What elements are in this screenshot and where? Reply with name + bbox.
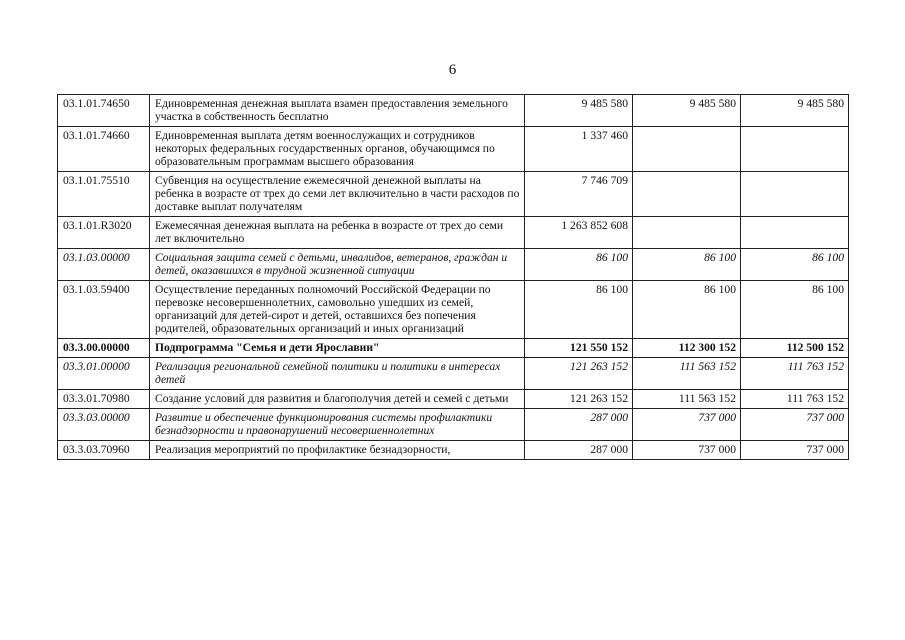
value-year2-cell [633, 217, 741, 249]
name-cell: Ежемесячная денежная выплата на ребенка в возрасте от трех до семи лет включительно [150, 217, 525, 249]
value-year1-cell: 1 337 460 [525, 127, 633, 172]
value-year3-cell: 86 100 [741, 281, 849, 339]
code-cell: 03.1.03.00000 [58, 249, 150, 281]
budget-table-body [58, 95, 849, 460]
value-year2-cell: 737 000 [633, 441, 741, 460]
table-row [58, 281, 849, 339]
page-number: 6 [448, 62, 457, 78]
value-year1-cell: 86 100 [525, 281, 633, 339]
code-cell: 03.3.03.00000 [58, 409, 150, 441]
value-year1-cell: 9 485 580 [525, 95, 633, 127]
name-cell: Развитие и обеспечение функционирования системы профилактики безнадзорности и правонарушений несовершеннолетних [150, 409, 525, 441]
code-cell: 03.1.01.R3020 [58, 217, 150, 249]
value-year3-cell: 737 000 [741, 409, 849, 441]
value-year2-cell: 86 100 [633, 281, 741, 339]
value-year3-cell [741, 172, 849, 217]
value-year3-cell: 111 763 152 [741, 358, 849, 390]
value-year1-cell: 7 746 709 [525, 172, 633, 217]
value-year3-cell: 111 763 152 [741, 390, 849, 409]
code-cell: 03.3.01.70980 [58, 390, 150, 409]
name-cell: Субвенция на осуществление ежемесячной денежной выплаты на ребенка в возрасте от трех до семи лет включительно в части расходов по доставке выплат получателям [150, 172, 525, 217]
code-cell: 03.3.03.70960 [58, 441, 150, 460]
table-row [58, 390, 849, 409]
code-cell: 03.1.01.74660 [58, 127, 150, 172]
name-cell: Социальная защита семей с детьми, инвалидов, ветеранов, граждан и детей, оказавшихся в трудной жизненной ситуации [150, 249, 525, 281]
value-year2-cell: 86 100 [633, 249, 741, 281]
value-year1-cell: 1 263 852 608 [525, 217, 633, 249]
value-year1-cell: 287 000 [525, 441, 633, 460]
value-year1-cell: 86 100 [525, 249, 633, 281]
value-year2-cell: 111 563 152 [633, 390, 741, 409]
name-cell: Реализация региональной семейной политики и политики в интересах детей [150, 358, 525, 390]
budget-table [57, 94, 849, 460]
code-cell: 03.1.03.59400 [58, 281, 150, 339]
value-year2-cell [633, 127, 741, 172]
table-row [58, 249, 849, 281]
table-row [58, 127, 849, 172]
table-row [58, 441, 849, 460]
value-year2-cell: 737 000 [633, 409, 741, 441]
value-year2-cell: 111 563 152 [633, 358, 741, 390]
name-cell: Осуществление переданных полномочий Российской Федерации по перевозке несовершеннолетних, самовольно ушедших из семей, организаций для детей-сирот и детей, оставшихся без попечения родителей, образовательных организаций и иных организаций [150, 281, 525, 339]
value-year3-cell [741, 127, 849, 172]
value-year3-cell: 112 500 152 [741, 339, 849, 358]
name-cell: Создание условий для развития и благополучия детей и семей с детьми [150, 390, 525, 409]
table-row [58, 95, 849, 127]
value-year1-cell: 287 000 [525, 409, 633, 441]
name-cell: Единовременная денежная выплата взамен предоставления земельного участка в собственность бесплатно [150, 95, 525, 127]
value-year3-cell [741, 217, 849, 249]
value-year3-cell: 9 485 580 [741, 95, 849, 127]
code-cell: 03.1.01.75510 [58, 172, 150, 217]
table-row [58, 339, 849, 358]
table-row [58, 358, 849, 390]
value-year3-cell: 737 000 [741, 441, 849, 460]
value-year1-cell: 121 263 152 [525, 358, 633, 390]
table-row [58, 409, 849, 441]
name-cell: Реализация мероприятий по профилактике безнадзорности, [150, 441, 525, 460]
table-row [58, 217, 849, 249]
value-year2-cell: 9 485 580 [633, 95, 741, 127]
value-year3-cell: 86 100 [741, 249, 849, 281]
table-row [58, 172, 849, 217]
code-cell: 03.1.01.74650 [58, 95, 150, 127]
name-cell: Единовременная выплата детям военнослужащих и сотрудников некоторых федеральных государственных органов, обучающимся по образовательным программам высшего образования [150, 127, 525, 172]
value-year1-cell: 121 263 152 [525, 390, 633, 409]
name-cell: Подпрограмма "Семья и дети Ярославии" [150, 339, 525, 358]
value-year2-cell: 112 300 152 [633, 339, 741, 358]
code-cell: 03.3.01.00000 [58, 358, 150, 390]
value-year1-cell: 121 550 152 [525, 339, 633, 358]
value-year2-cell [633, 172, 741, 217]
code-cell: 03.3.00.00000 [58, 339, 150, 358]
